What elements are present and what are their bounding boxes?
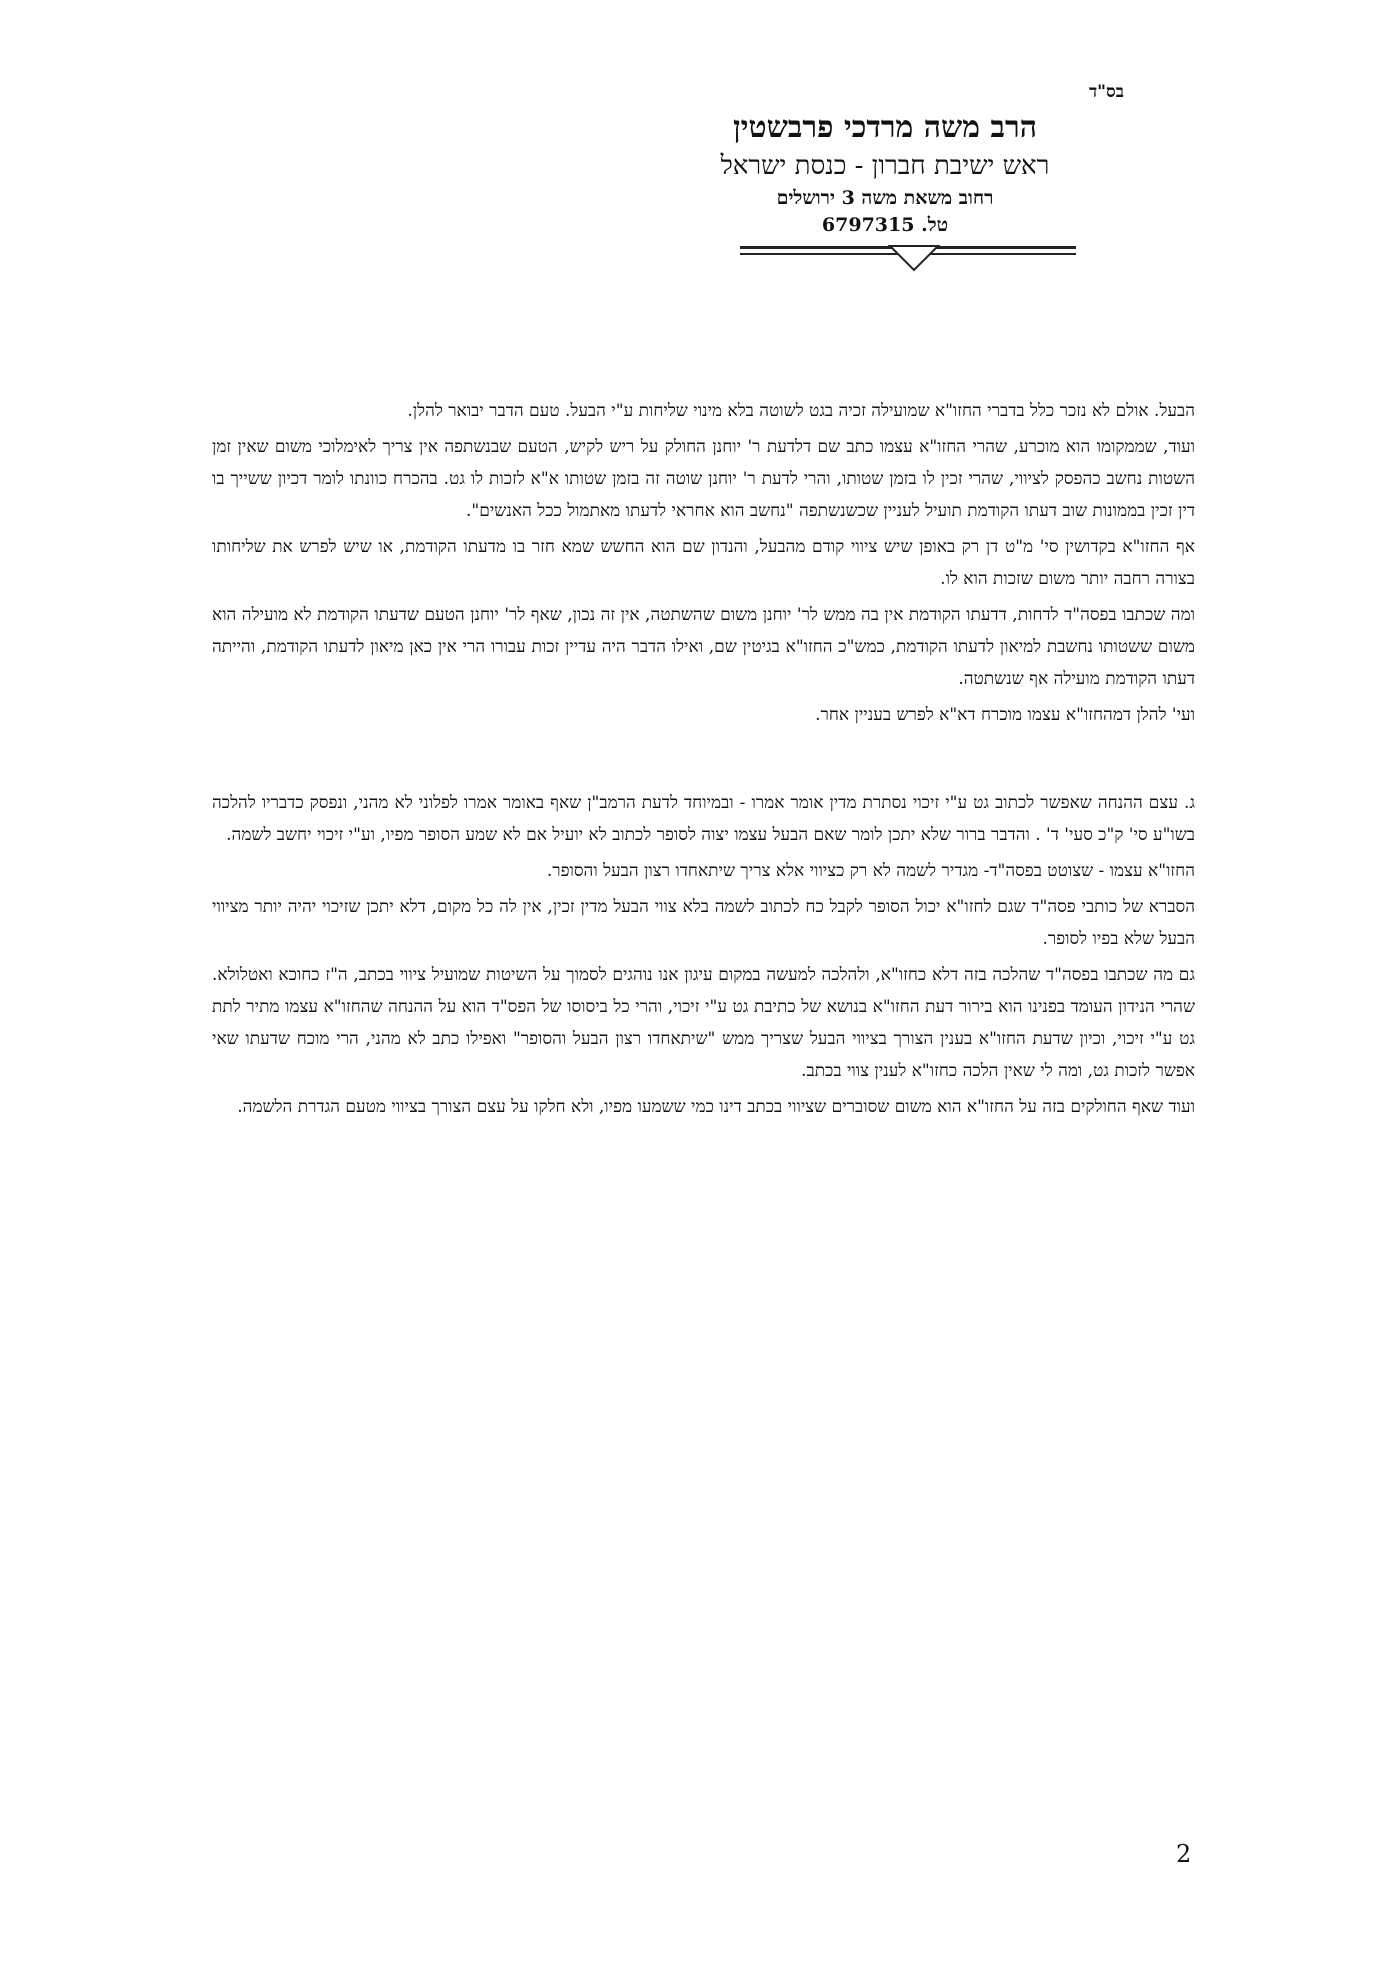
paragraph: גם מה שכתבו בפסה"ד שהלכה בזה דלא כחזו"א, ולהלכה למעשה במקום עיגון אנו נוהגים לסמוך על השיטות שמועיל ציווי בכתב, ה"ז כחוכא ואטלולא. שהרי הנידון העומד בפנינו הוא בירור דעת החזו"א בנושא של כתיבת גט ע"י זיכוי, והרי כל ביסוסו של הפס"ד הוא על ההנחה שהחזו"א עצמו מתיר לתת גט ע"י זיכוי, וכיון שדעת החזו"א בענין הצורך בציווי הבעל שצריך ממש "שיתאחדו רצון הבעל והסופר" ואפילו כתב לא מהני, הרי מוכח שדעתו שאי אפשר לזכות גט, ומה לי שאין הלכה כחזו"א לענין צווי בכתב. <box>212 965 1195 1081</box>
letterhead-name: הרב משה מרדכי פרבשטין <box>733 110 1037 145</box>
body-text <box>212 395 1195 1127</box>
letterhead-title: ראש ישיבת חברון - כנסת ישראל <box>720 151 1050 181</box>
bsd-mark: בס"ד <box>1089 82 1124 102</box>
paragraph: ג. עצם ההנחה שאפשר לכתוב גט ע"י זיכוי נסתרת מדין אומר אמרו - ובמיוחד לדעת הרמב"ן שאף באומר אמרו לפלוני לא מהני, ונפסק כדבריו להלכה בשו"ע סי' ק"כ סעי' ד' . והדבר ברור שלא יתכן לומר שאם הבעל עצמו יצוה לסופר לכתוב לא יועיל אם לא שמע הסופר מפיו, וע"י זיכוי יחשב לשמה. <box>212 793 1195 845</box>
paragraph: אף החזו"א בקדושין סי' מ"ט דן רק באופן שיש ציווי קודם מהבעל, והנדון שם הוא החשש שמא חזר בו מדעתו הקודמת, או שיש לפרש את שליחותו בצורה רחבה יותר משום שזכות הוא לו. <box>212 537 1195 589</box>
paragraph: החזו"א עצמו - שצוטט בפסה"ד- מגדיר לשמה לא רק כציווי אלא צריך שיתאחדו רצון הבעל והסופר. <box>546 861 1195 881</box>
paragraph: ועי' להלן דמהחזו"א עצמו מוכרח דא"א לפרש בעניין אחר. <box>815 705 1195 725</box>
paragraph: ועוד שאף החולקים בזה על החזו"א הוא משום שסוברים שציווי בכתב דינו כמי ששמעו מפיו, ולא חלקו על עצם הצורך בציווי מטעם הגדרת הלשמה. <box>237 1097 1195 1117</box>
paragraph: הבעל. אולם לא נזכר כלל בדברי החזו"א שמועילה זכיה בגט לשוטה בלא מינוי שליחות ע"י הבעל. טעם הדבר יבואר להלן. <box>407 401 1195 421</box>
page-number: 2 <box>1176 1840 1192 1868</box>
letterhead-divider <box>740 242 1076 276</box>
letterhead-phone: טל. 6797315 <box>821 214 949 236</box>
paragraph: ועוד, שממקומו הוא מוכרע, שהרי החזו"א עצמו כתב שם דלדעת ר' יוחנן החולק על ריש לקיש, הטעם שבנשתפה אין צריך לאימלוכי משום שאין זמן השטות נחשב כהפסק לציווי, שהרי זכין לו בזמן שטותו, והרי לדעת ר' יוחנן שוטה זה בזמן שטותו א"א לזכות לו גט. בהכרח כוונתו לומר דכיון ששייך בו דין זכין בממונות שוב דעתו הקודמת תועיל לעניין שכשנשתפה "נחשב הוא אחראי לדעתו מאתמול ככל האנשים". <box>212 437 1195 521</box>
letterhead-address: רחוב משאת משה 3 ירושלים <box>776 187 994 209</box>
paragraph: הסברא של כותבי פסה"ד שגם לחזו"א יכול הסופר לקבל כח לכתוב לשמה בלא צווי הבעל מדין זכין, אין לה כל מקום, דלא יתכן שזיכוי יהיה יותר מציווי הבעל שלא בפיו לסופר. <box>212 897 1195 949</box>
letterhead <box>675 108 1095 238</box>
paragraph: ומה שכתבו בפסה"ד לדחות, דדעתו הקודמת אין בה ממש לר' יוחנן משום שהשתטה, אין זה נכון, שאף לר' יוחנן הטעם שדעתו הקודמת לא מועילה הוא משום ששטותו נחשבת למיאון לדעתו הקודמת, כמש"כ החזו"א בגיטין שם, ואילו הדבר היה עדיין זכות עבורו הרי אין כאן מיאון לדעתו הקודמת, והייתה דעתו הקודמת מועילה אף שנשתטה. <box>212 605 1195 689</box>
